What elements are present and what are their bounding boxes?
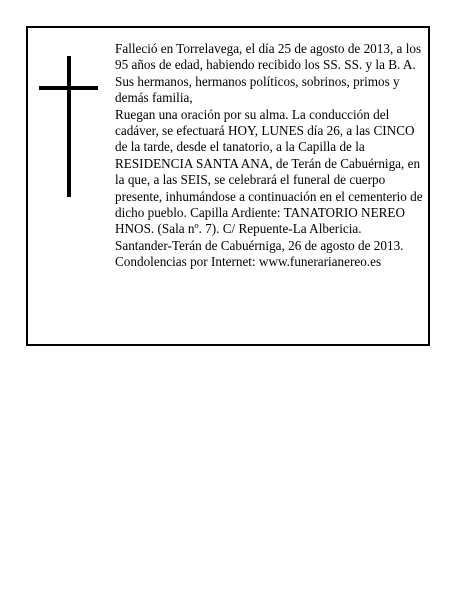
place-date-line: Santander-Terán de Cabuérniga, 26 de agosto de 2013.: [115, 237, 404, 253]
death-announcement: Falleció en Torrelavega, el día 25 de agosto de 2013, a los 95 años de edad, habiendo recibido los SS. SS. y la B. A.: [115, 41, 422, 73]
notice-text: [115, 41, 423, 271]
cross-horizontal-bar: [39, 86, 98, 90]
family-line: Sus hermanos, hermanos políticos, sobrinos, primos y demás familia,: [115, 73, 400, 106]
condolences-line: Condolencias por Internet: www.funerarianereo.es: [115, 254, 382, 270]
obituary-notice: [26, 26, 430, 346]
cross-vertical-bar: [67, 56, 71, 197]
funeral-details: Ruegan una oración por su alma. La conducción del cadáver, se efectuará HOY, LUNES día 26, a las CINCO de la tarde, desde el tanatorio, a la Capilla de la RESIDENCIA SANTA ANA, de Terán de Cabuérniga, en la que, a las SEIS, se celebrará el funeral de cuerpo presente, inhumándose a continuación en el cementerio de dicho pueblo. Capilla Ardiente: TANATORIO NEREO HNOS. (Sala nº. 7). C/ Repuente-La Albericia.: [115, 106, 423, 237]
